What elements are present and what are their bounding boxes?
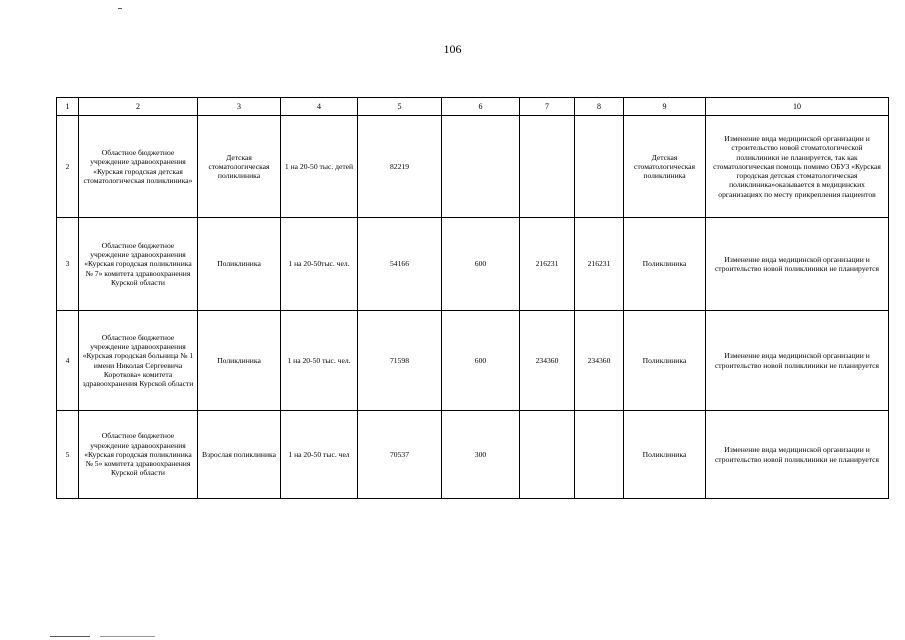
- value-cell-6: [442, 116, 520, 218]
- norm-cell: 1 на 20-50тыс. чел.: [281, 218, 358, 311]
- value-cell-6: 600: [442, 218, 520, 311]
- value-cell-6: 600: [442, 311, 520, 411]
- norm-cell: 1 на 20-50 тыс. чел: [281, 411, 358, 499]
- value-cell-6: 300: [442, 411, 520, 499]
- value-cell-8: 216231: [575, 218, 624, 311]
- value-cell-5: 70537: [358, 411, 442, 499]
- note-cell: Изменение вида медицинской организации и строительство новой поликлиники не планируется: [706, 311, 889, 411]
- header-cell: 9: [624, 98, 706, 116]
- norm-cell: 1 на 20-50 тыс. детей: [281, 116, 358, 218]
- table-row: [57, 311, 889, 411]
- header-cell: 7: [520, 98, 575, 116]
- planned-type-cell: Детская стоматологическая поликлиника: [624, 116, 706, 218]
- scan-artifact-line: [50, 636, 90, 637]
- table-row: [57, 411, 889, 499]
- planned-type-cell: Поликлиника: [624, 311, 706, 411]
- planned-type-cell: Поликлиника: [624, 218, 706, 311]
- table-row: [57, 218, 889, 311]
- table-row: [57, 116, 889, 218]
- value-cell-7: [520, 116, 575, 218]
- organization-cell: Областное бюджетное учреждение здравоохранения «Курская городская больница № 1 имени Николая Сергеевича Короткова» комитета здравоохранения Курской области: [79, 311, 198, 411]
- page-number: 106: [443, 42, 462, 56]
- note-cell: Изменение вида медицинской организации и строительство новой поликлиники не планируется: [706, 411, 889, 499]
- value-cell-7: 234360: [520, 311, 575, 411]
- header-cell: 2: [79, 98, 198, 116]
- planned-type-cell: Поликлиника: [624, 411, 706, 499]
- header-cell: 4: [281, 98, 358, 116]
- header-cell: 8: [575, 98, 624, 116]
- row-number-cell: 2: [57, 116, 79, 218]
- norm-cell: 1 на 20-50 тыс. чел.: [281, 311, 358, 411]
- type-cell: Детская стоматологическая поликлиника: [198, 116, 281, 218]
- value-cell-7: 216231: [520, 218, 575, 311]
- value-cell-7: [520, 411, 575, 499]
- type-cell: Поликлиника: [198, 311, 281, 411]
- value-cell-5: 71598: [358, 311, 442, 411]
- organization-cell: Областное бюджетное учреждение здравоохранения «Курская городская поликлиника № 7» комитета здравоохранения Курской области: [79, 218, 198, 311]
- row-number-cell: 3: [57, 218, 79, 311]
- note-cell: Изменение вида медицинской организации и строительство новой поликлиники не планируется: [706, 218, 889, 311]
- scan-artifact-line: [118, 8, 122, 9]
- value-cell-5: 54166: [358, 218, 442, 311]
- header-cell: 1: [57, 98, 79, 116]
- organization-cell: Областное бюджетное учреждение здравоохранения «Курская городская детская стоматологическая поликлиника»: [79, 116, 198, 218]
- header-cell: 5: [358, 98, 442, 116]
- value-cell-8: 234360: [575, 311, 624, 411]
- header-cell: 3: [198, 98, 281, 116]
- value-cell-8: [575, 411, 624, 499]
- row-number-cell: 5: [57, 411, 79, 499]
- clinic-table: [56, 97, 889, 499]
- note-cell: Изменение вида медицинской организации и строительство новой стоматологической поликлиники не планируется, так как стоматологическая помощь помимо ОБУЗ «Курская городская детская стоматологическая поликлиника»оказывается в медицинских организациях по месту прикрепления пациентов: [706, 116, 889, 218]
- value-cell-8: [575, 116, 624, 218]
- value-cell-5: 82219: [358, 116, 442, 218]
- header-row: [57, 98, 889, 116]
- row-number-cell: 4: [57, 311, 79, 411]
- header-cell: 6: [442, 98, 520, 116]
- type-cell: Поликлиника: [198, 218, 281, 311]
- organization-cell: Областное бюджетное учреждение здравоохранения «Курская городская поликлиника № 5» комитета здравоохранения Курской области: [79, 411, 198, 499]
- header-cell: 10: [706, 98, 889, 116]
- type-cell: Взрослая поликлиника: [198, 411, 281, 499]
- scan-artifact-line: [100, 636, 155, 637]
